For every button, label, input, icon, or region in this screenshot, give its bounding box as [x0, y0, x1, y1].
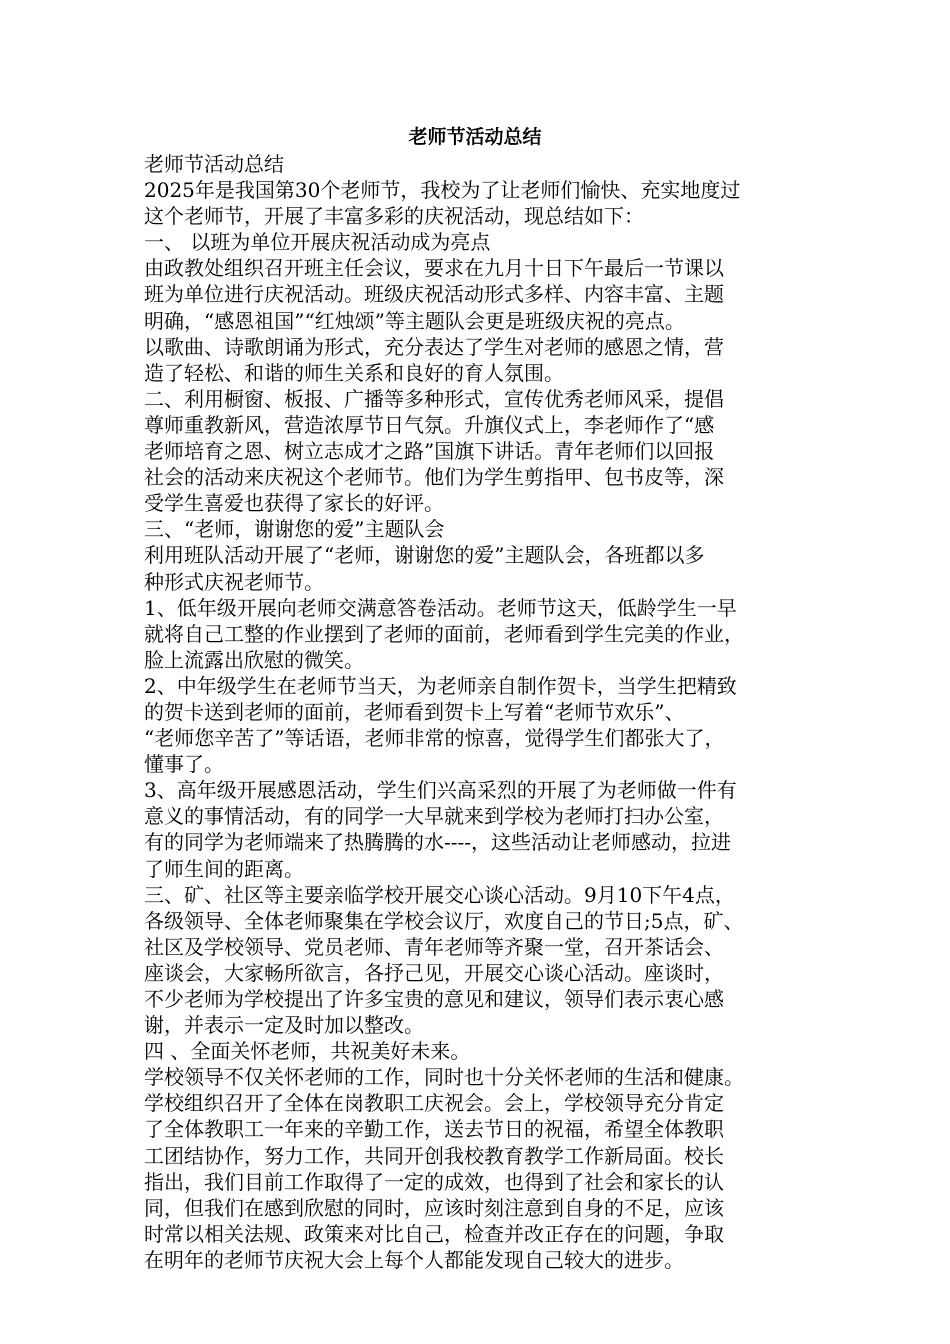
body-line: 1、低年级开展向老师交满意答卷活动。老师节这天，低龄学生一早	[144, 595, 737, 620]
body-line: 班为单位进行庆祝活动。班级庆祝活动形式多样、内容丰富、主题	[144, 282, 724, 307]
body-line: 意义的事情活动，有的同学一大早就来到学校为老师打扫办公室，	[144, 804, 724, 829]
body-line: 种形式庆祝老师节。	[144, 569, 324, 594]
document-body	[144, 151, 809, 1273]
body-line: 了师生间的距离。	[144, 856, 304, 881]
body-line: 二、利用橱窗、板报、广播等多种形式，宣传优秀老师风采，提倡	[144, 386, 724, 411]
body-line: 指出，我们目前工作取得了一定的成效，也得到了社会和家长的认	[144, 1169, 724, 1194]
body-line: 社会的活动来庆祝这个老师节。他们为学生剪指甲、包书皮等，深	[144, 465, 724, 490]
body-line: 在明年的老师节庆祝大会上每个人都能发现自己较大的进步。	[144, 1247, 684, 1272]
body-line: 由政教处组织召开班主任会议，要求在九月十日下午最后一节课以	[144, 256, 724, 281]
body-line: 了全体教职工一年来的辛勤工作，送去节日的祝福，希望全体教职	[144, 1117, 724, 1142]
body-line: 时常以相关法规、政策来对比自己，检查并改正存在的问题，争取	[144, 1221, 724, 1246]
body-line: 谢，并表示一定及时加以整改。	[144, 1013, 424, 1038]
body-line: 懂事了。	[144, 752, 224, 777]
document-title: 老师节活动总结	[408, 126, 542, 148]
body-line: 尊师重教新风，营造浓厚节日气氛。升旗仪式上，李老师作了“感	[144, 412, 715, 437]
body-line: 社区及学校领导、党员老师、青年老师等齐聚一堂，召开茶话会、	[144, 934, 724, 959]
body-line: 脸上流露出欣慰的微笑。	[144, 647, 364, 672]
body-line: 老师培育之恩、树立志成才之路”国旗下讲话。青年老师们以回报	[144, 439, 715, 464]
body-line: 利用班队活动开展了“老师，谢谢您的爱”主题队会，各班都以多	[144, 543, 705, 568]
body-line: 受学生喜爱也获得了家长的好评。	[144, 491, 444, 516]
body-line: 就将自己工整的作业摆到了老师的面前，老师看到学生完美的作业，	[144, 621, 744, 646]
body-line: 工团结协作，努力工作，共同开创我校教育教学工作新局面。校长	[144, 1143, 724, 1168]
body-line: 有的同学为老师端来了热腾腾的水----，这些活动让老师感动，拉进	[144, 830, 732, 855]
body-line: 3、高年级开展感恩活动，学生们兴高采烈的开展了为老师做一件有	[144, 778, 737, 803]
body-line: “老师您辛苦了”等话语，老师非常的惊喜，觉得学生们都张大了，	[144, 726, 725, 751]
body-line: 造了轻松、和谐的师生关系和良好的育人氛围。	[144, 360, 564, 385]
body-line: 这个老师节，开展了丰富多彩的庆祝活动，现总结如下：	[144, 204, 644, 229]
body-line: 四 、全面关怀老师，共祝美好未来。	[144, 1039, 471, 1064]
body-line: 老师节活动总结	[144, 152, 284, 176]
body-line: 学校组织召开了全体在岗教职工庆祝会。会上，学校领导充分肯定	[144, 1091, 724, 1116]
body-line: 以歌曲、诗歌朗诵为形式，充分表达了学生对老师的感恩之情，营	[144, 334, 724, 359]
body-line: 2、中年级学生在老师节当天，为老师亲自制作贺卡，当学生把精致	[144, 673, 737, 698]
body-line: 座谈会，大家畅所欲言，各抒己见，开展交心谈心活动。座谈时，	[144, 960, 724, 985]
body-line: 的贺卡送到老师的面前，老师看到贺卡上写着“老师节欢乐”、	[144, 699, 685, 724]
body-line: 不少老师为学校提出了许多宝贵的意见和建议，领导们表示衷心感	[144, 987, 724, 1011]
body-line: 一、 以班为单位开展庆祝活动成为亮点	[144, 230, 491, 255]
body-line: 2025年是我国第30个老师节，我校为了让老师们愉快、充实地度过	[144, 178, 741, 203]
body-line: 同，但我们在感到欣慰的同时，应该时刻注意到自身的不足，应该	[144, 1195, 724, 1220]
body-line: 明确，“感恩祖国”“红烛颂”等主题队会更是班级庆祝的亮点。	[144, 308, 685, 333]
body-line: 三、矿、社区等主要亲临学校开展交心谈心活动。9月10下午4点，	[144, 882, 735, 907]
body-line: 三、“老师，谢谢您的爱”主题队会	[144, 517, 445, 542]
body-line: 学校领导不仅关怀老师的工作，同时也十分关怀老师的生活和健康。	[144, 1065, 744, 1090]
body-line: 各级领导、全体老师聚集在学校会议厅，欢度自己的节日;5点，矿、	[144, 908, 744, 933]
